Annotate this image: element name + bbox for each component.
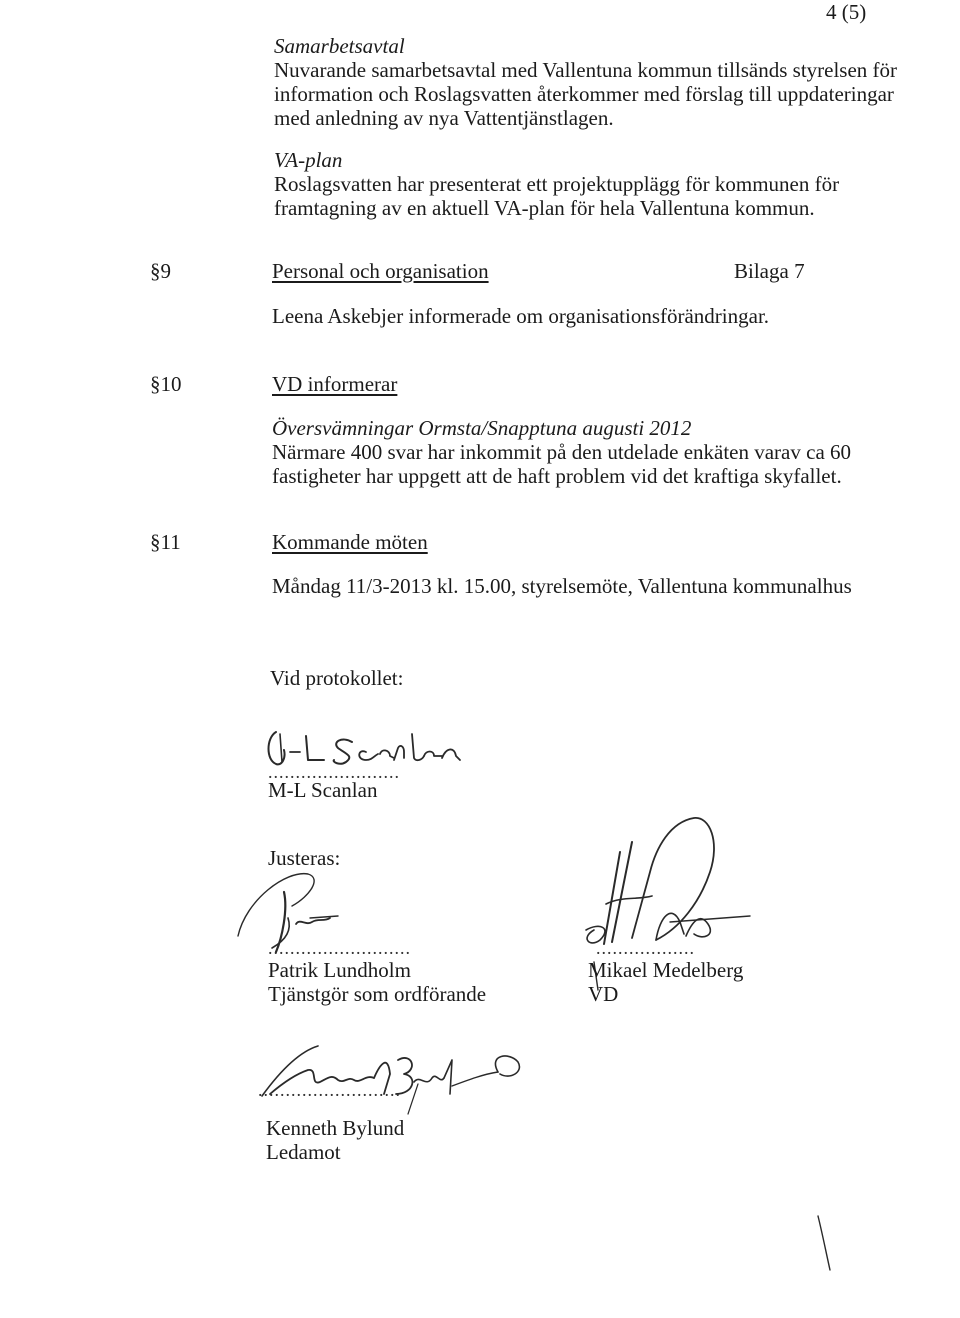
signature-line: .......................... (268, 938, 411, 958)
vaplan-line: Roslagsvatten har presenterat ett projektupplägg för kommunen för (274, 172, 840, 196)
section-11-number: §11 (150, 530, 181, 554)
samarbetsavtal-line: information och Roslagsvatten återkommer med förslag till uppdateringar (274, 82, 894, 106)
signature-line: .................. (596, 938, 695, 958)
lundholm-name: Patrik Lundholm (268, 958, 411, 982)
lundholm-role: Tjänstgör som ordförande (268, 982, 487, 1006)
medelberg-name: Mikael Medelberg (588, 958, 744, 982)
signature-line: ........................ (268, 762, 400, 782)
bylund-signature (248, 1034, 548, 1124)
samarbetsavtal-heading: Samarbetsavtal (274, 34, 405, 58)
page-number: 4 (5) (826, 0, 867, 24)
section-11-title: Kommande möten (272, 530, 428, 554)
section-10-block (272, 416, 851, 488)
section-11-text: Måndag 11/3-2013 kl. 15.00, styrelsemöte, Vallentuna kommunalhus (272, 574, 852, 598)
vaplan-line: framtagning av en aktuell VA-plan för hela Vallentuna kommun. (274, 196, 815, 220)
medelberg-role: VD (588, 982, 619, 1006)
section-9-title: Personal och organisation (272, 259, 489, 283)
section-10-line: fastigheter har uppgett att de haft problem vid det kraftiga skyfallet. (272, 464, 842, 488)
signature-line: .......................... (258, 1080, 401, 1100)
samarbetsavtal-block (274, 34, 897, 130)
vaplan-heading: VA-plan (274, 148, 343, 172)
bylund-name: Kenneth Bylund (266, 1116, 405, 1140)
margin-pen-mark (810, 1212, 840, 1274)
section-9-attachment: Bilaga 7 (734, 259, 805, 283)
bylund-role: Ledamot (266, 1140, 341, 1164)
section-9-number: §9 (150, 259, 171, 283)
scanlan-name: M-L Scanlan (268, 778, 378, 802)
section-10-line: Närmare 400 svar har inkommit på den utdelade enkäten varav ca 60 (272, 440, 852, 464)
samarbetsavtal-line: Nuvarande samarbetsavtal med Vallentuna kommun tillsänds styrelsen för (274, 58, 898, 82)
vaplan-block (274, 148, 839, 220)
vid-protokollet-label: Vid protokollet: (270, 666, 404, 690)
section-10-title: VD informerar (272, 372, 398, 396)
section-10-subheading: Översvämningar Ormsta/Snapptuna augusti 2012 (272, 416, 692, 440)
justeras-label: Justeras: (268, 846, 341, 870)
section-10-number: §10 (150, 372, 182, 396)
section-9-text: Leena Askebjer informerade om organisationsförändringar. (272, 304, 770, 328)
samarbetsavtal-line: med anledning av nya Vattentjänstlagen. (274, 106, 614, 130)
